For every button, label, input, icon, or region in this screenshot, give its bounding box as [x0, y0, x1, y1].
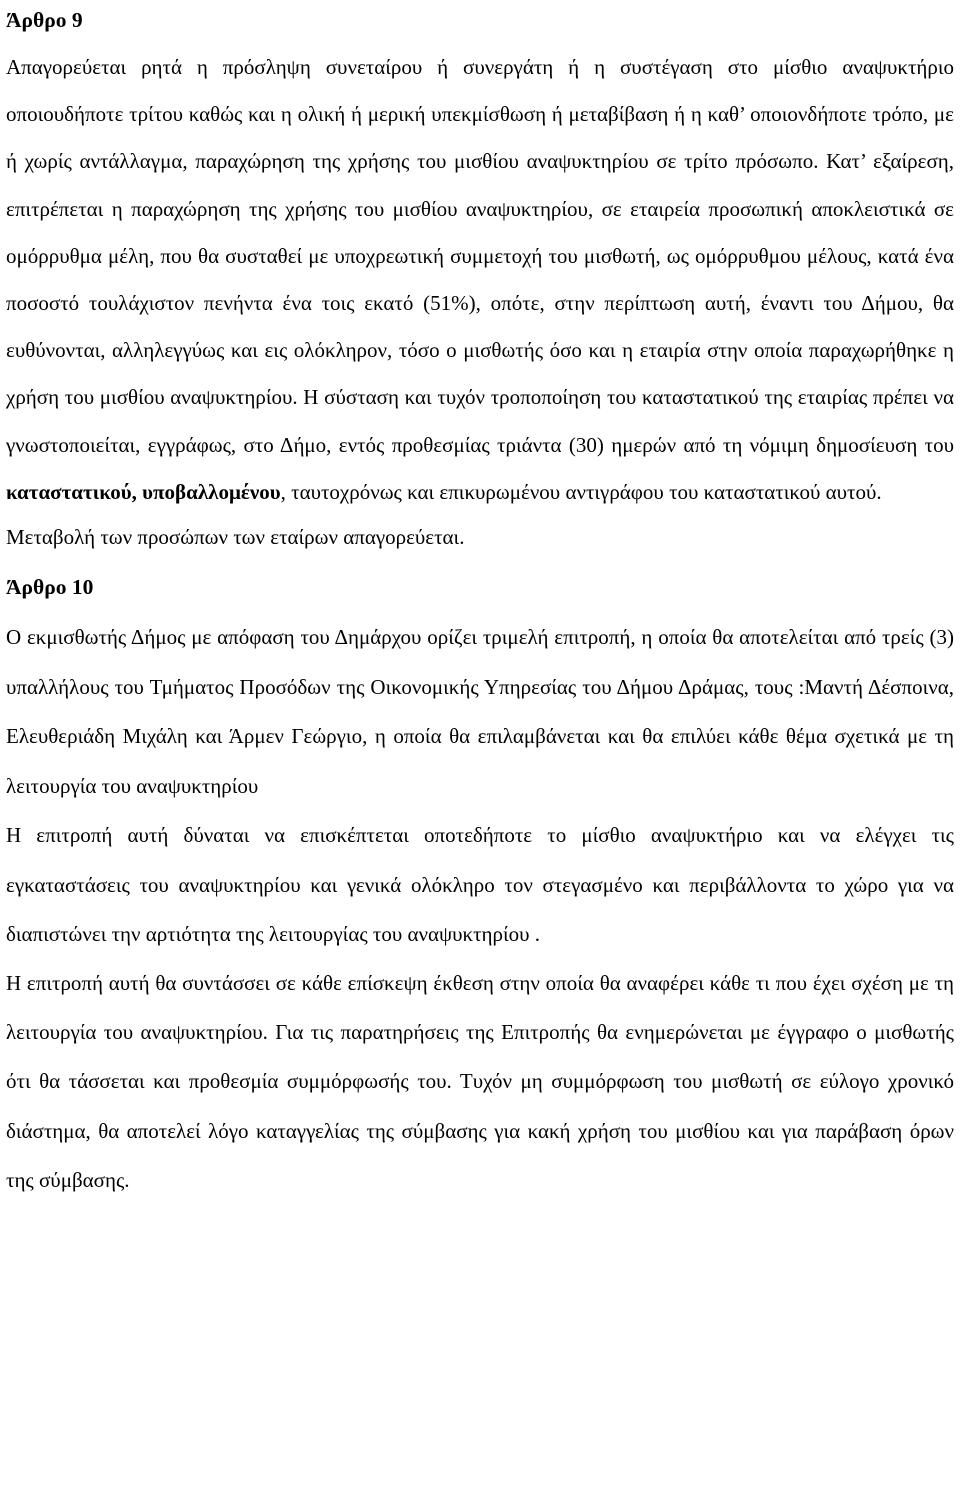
article-9-paragraph-2: Μεταβολή των προσώπων των εταίρων απαγορεύεται. — [6, 525, 465, 550]
article-9-paragraph-1 — [6, 44, 954, 516]
article-10-paragraph-1: Ο εκμισθωτής Δήμος με απόφαση του Δημάρχου ορίζει τριμελή επιτροπή, η οποία θα αποτελείται από τρείς (3) υπαλλήλους του Τμήματος Προσόδων της Οικονομικής Υπηρεσίας του Δήμου Δράμας, τους :Μαντή Δέσποινα, Ελευθεριάδη Μιχάλη και Άρμεν Γεώργιο, η οποία θα επιλαμβάνεται και θα επιλύει κάθε θέμα σχετικά με τη λειτουργία του αναψυκτηρίου — [6, 625, 954, 798]
article-9-paragraph-1-bold-text: καταστατικού, υποβαλλομένου — [6, 479, 281, 504]
article-9-paragraph-1-text: Απαγορεύεται ρητά η πρόσληψη συνεταίρου ή συνεργάτη ή η συστέγαση στο μίσθιο αναψυκτήριο οποιουδήποτε τρίτου καθώς και η ολική ή μερική υπεκμίσθωση ή μεταβίβαση ή η καθ’ οποιονδήποτε τρόπο, με ή χωρίς αντάλλαγμα, παραχώρηση της χρήσης του μισθίου αναψυκτηρίου σε τρίτο πρόσωπο. Κατ’ εξαίρεση, επιτρέπεται η παραχώρηση της χρήσης του μισθίου αναψυκτηρίου, σε εταιρεία προσωπική αποκλειστικά σε ομόρρυθμα μέλη, που θα συσταθεί με υποχρεωτική συμμετοχή του μισθωτή, ως ομόρρυθμου μέλους, κατά ένα ποσοστό τουλάχιστον πενήντα ένα τοις εκατό (51%), οπότε, στην περίπτωση αυτή, έναντι του Δήμου, θα ευθύνονται, αλληλεγγύως και εις ολόκληρον, τόσο ο μισθωτής όσο και η εταιρία στην οποία παραχωρήθηκε η χρήση του μισθίου αναψυκτηρίου. Η σύσταση και τυχόν τροποποίηση του καταστατικού της εταιρίας πρέπει να γνωστοποιείται, εγγράφως, στο Δήμο, εντός προθεσμίας τριάντα (30) ημερών από τη νόμιμη δημοσίευση του — [6, 55, 954, 457]
article-9-paragraph-1-text-end: , ταυτοχρόνως και επικυρωμένου αντιγράφου του καταστατικού αυτού. — [280, 479, 882, 504]
article-10-paragraph-2: Η επιτροπή αυτή δύναται να επισκέπτεται οποτεδήποτε το μίσθιο αναψυκτήριο και να ελέγχει τις εγκαταστάσεις του αναψυκτηρίου και γενικά ολόκληρο τον στεγασμένο και περιβάλλοντα το χώρο για να διαπιστώνει την αρτιότητα της λειτουργίας του αναψυκτηρίου . — [6, 823, 954, 946]
article-10-heading: Άρθρο 10 — [6, 575, 94, 600]
article-10-paragraph-3: Η επιτροπή αυτή θα συντάσσει σε κάθε επίσκεψη έκθεση στην οποία θα αναφέρει κάθε τι που έχει σχέση με τη λειτουργία του αναψυκτηρίου. Για τις παρατηρήσεις της Επιτροπής θα ενημερώνεται με έγγραφο ο μισθωτής ότι θα τάσσεται και προθεσμία συμμόρφωσής του. Τυχόν μη συμμόρφωση του μισθωτή σε εύλογο χρονικό διάστημα, θα αποτελεί λόγο καταγγελίας της σύμβασης για κακή χρήση του μισθίου και για παράβαση όρων της σύμβασης. — [6, 971, 954, 1192]
article-9-heading: Άρθρο 9 — [6, 8, 83, 32]
